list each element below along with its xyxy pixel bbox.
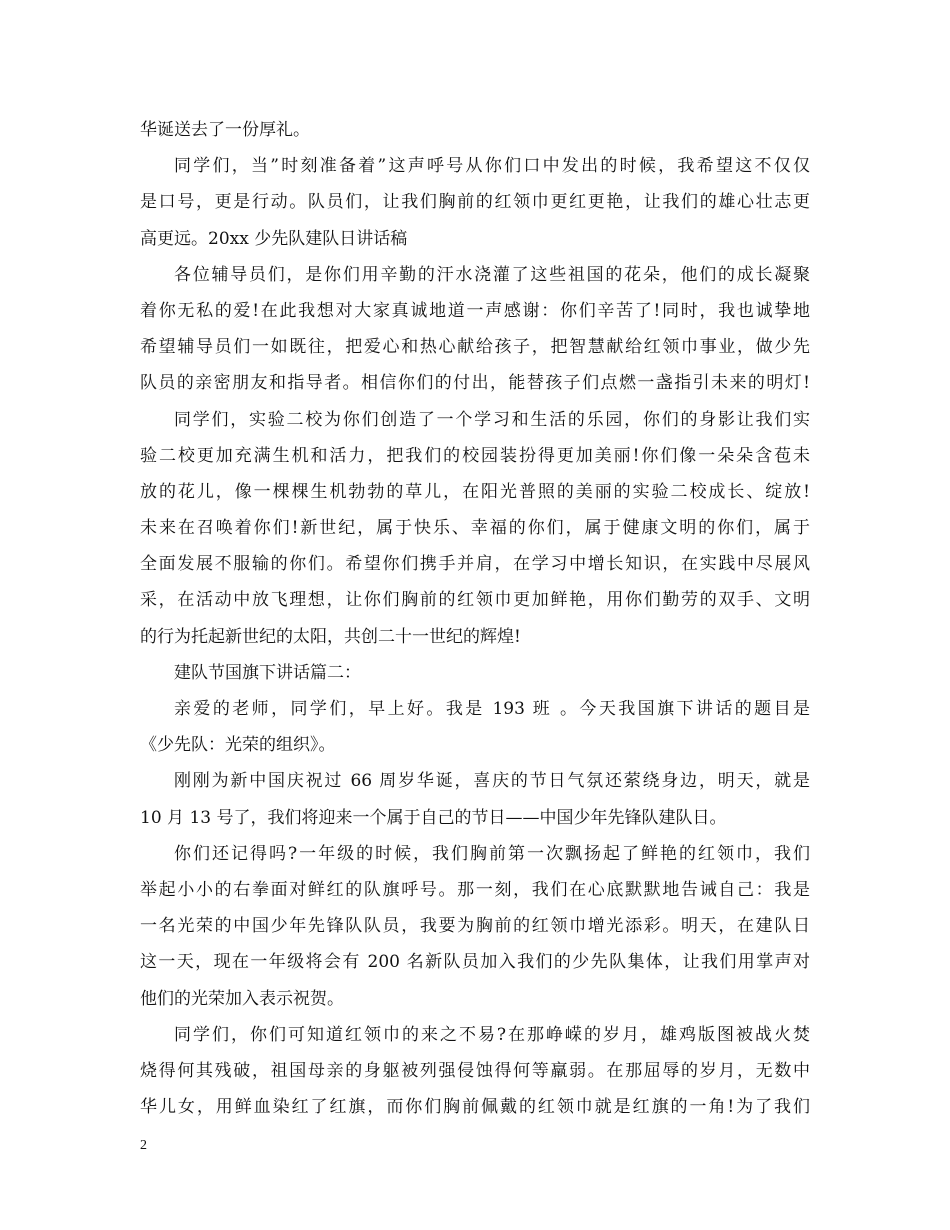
text-line: 同学们，当”时刻准备着”这声呼号从你们口中发出的时候，我希望这不仅仅 xyxy=(174,156,810,177)
text-line: 未来在召唤着你们!新世纪，属于快乐、幸福的你们，属于健康文明的你们，属于 xyxy=(140,518,810,539)
text-line: 队员的亲密朋友和指导者。相信你们的付出，能替孩子们点燃一盏指引未来的明灯! xyxy=(140,373,810,394)
text-line: 华儿女，用鲜血染红了红旗，而你们胸前佩戴的红领巾就是红旗的一角!为了我们 xyxy=(140,1097,810,1118)
text-line: 放的花儿，像一棵棵生机勃勃的草儿，在阳光普照的美丽的实验二校成长、绽放! xyxy=(140,481,810,502)
text-line: 建队节国旗下讲话篇二： xyxy=(174,662,361,683)
text-line: 希望辅导员们一如既往，把爱心和热心献给孩子，把智慧献给红领巾事业，做少先 xyxy=(140,337,810,358)
text-line: 你们还记得吗?一年级的时候，我们胸前第一次飘扬起了鲜艳的红领巾，我们 xyxy=(174,843,810,864)
document-body xyxy=(140,112,810,1125)
text-line: 10 月 13 号了，我们将迎来一个属于自己的节日——中国少年先锋队建队日。 xyxy=(140,807,727,828)
page-number: 2 xyxy=(140,1138,147,1153)
text-line: 举起小小的右拳面对鲜红的队旗呼号。那一刻，我们在心底默默地告诫自己：我是 xyxy=(140,879,810,900)
text-line: 烧得何其残破，祖国母亲的身躯被列强侵蚀得何等羸弱。在那屈辱的岁月，无数中 xyxy=(140,1060,810,1081)
text-line: 《少先队：光荣的组织》。 xyxy=(140,735,336,756)
text-line: 高更远。20xx 少先队建队日讲话稿 xyxy=(140,228,408,249)
text-line: 全面发展不服输的你们。希望你们携手并肩，在学习中增长知识，在实践中尽展风 xyxy=(140,554,810,575)
text-line: 同学们，你们可知道红领巾的来之不易?在那峥嵘的岁月，雄鸡版图被战火焚 xyxy=(174,1024,810,1045)
text-line: 刚刚为新中国庆祝过 66 周岁华诞，喜庆的节日气氛还萦绕身边，明天，就是 xyxy=(174,771,810,792)
text-line: 着你无私的爱!在此我想对大家真诚地道一声感谢：你们辛苦了!同时，我也诚挚地 xyxy=(140,300,810,321)
text-line: 验二校更加充满生机和活力，把我们的校园装扮得更加美丽!你们像一朵朵含苞未 xyxy=(140,445,810,466)
text-line: 各位辅导员们，是你们用辛勤的汗水浇灌了这些祖国的花朵，他们的成长凝聚 xyxy=(174,264,810,285)
text-line: 他们的光荣加入表示祝贺。 xyxy=(140,988,344,1009)
text-line: 是口号，更是行动。队员们，让我们胸前的红领巾更红更艳，让我们的雄心壮志更 xyxy=(140,192,810,213)
text-line: 采，在活动中放飞理想，让你们胸前的红领巾更加鲜艳，用你们勤劳的双手、文明 xyxy=(140,590,810,611)
text-line: 华诞送去了一份厚礼。 xyxy=(140,120,310,140)
text-line: 的行为托起新世纪的太阳，共创二十一世纪的辉煌! xyxy=(140,626,521,647)
text-line: 一名光荣的中国少年先锋队队员，我要为胸前的红领巾增光添彩。明天，在建队日 xyxy=(140,916,810,937)
text-line: 同学们，实验二校为你们创造了一个学习和生活的乐园，你们的身影让我们实 xyxy=(174,409,810,430)
text-line: 这一天，现在一年级将会有 200 名新队员加入我们的少先队集体，让我们用掌声对 xyxy=(140,952,810,973)
text-line: 亲爱的老师，同学们，早上好。我是 193 班 。今天我国旗下讲话的题目是 xyxy=(174,699,810,719)
